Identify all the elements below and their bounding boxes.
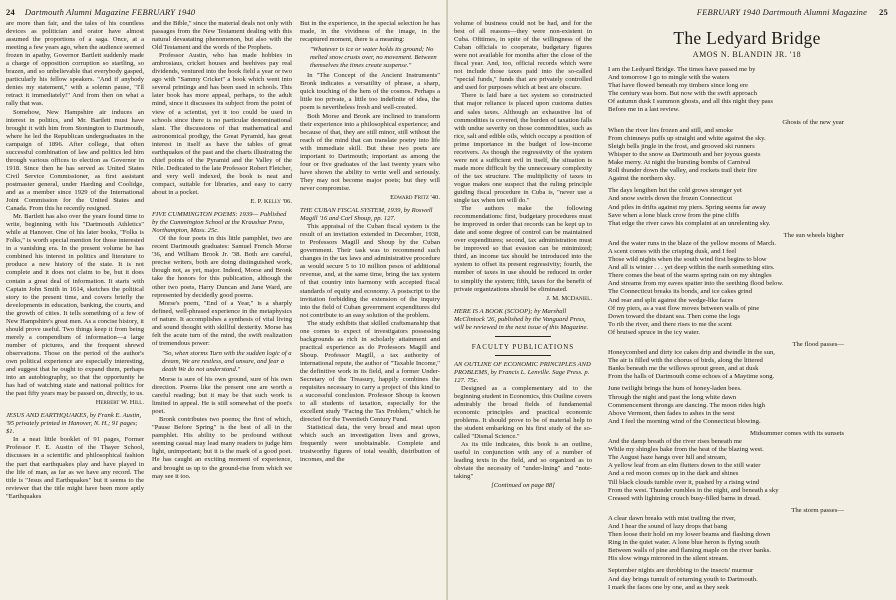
right-running-head bbox=[697, 7, 888, 17]
paragraph: Morse is sure of his own ground, sure of his own direction. Poems like the present one are worth a careful reading; but it may be that such work is limited in appeal. He is still somewhat of the poet's poet. bbox=[152, 376, 292, 416]
poem-line: The air is filled with the chorus of birds, along the littered bbox=[608, 357, 763, 365]
poem-line: And rear and split against the wedge-like faces bbox=[608, 296, 734, 304]
poem-line: To rib the river, and there rises to me the scent bbox=[608, 320, 732, 328]
poem-line: From the west. Thunder rumbles in the night, and beneath a sky bbox=[608, 486, 779, 494]
poem-line: And the water runs in the blaze of the yellow moons of March. bbox=[608, 239, 777, 247]
paragraph: and the Bible," since the material deals not only with passages from the New Testament dealing with this natural devastating phenomenon, but also with the Old Testament and the words of the Prophets. bbox=[152, 20, 292, 52]
publication-note: HERE IS A BOOK (SCOOP); by Marshall McClintock '26, published by the Vanguard Press, will be reviewed in the next issue of this Magazine. bbox=[454, 307, 589, 331]
poem-line: That have flowed beneath my timbers since long ere bbox=[608, 82, 749, 90]
paragraph: There is laid bare a tax system so constructed that major reliance is placed upon customs duties and sales taxes. Although an exhaustive list of commodities is covered, the burden of taxation falls with undue severity on those commodities, such as rice, salt and edible oils, which occupy a position of prime importance in the budget of low-income receivers. As though the regressivity of the system were not a sufficient evil in itself, the situation is made more difficult by the unnecessary complexity of the tax structure. The multiplicity of taxes in vogue makes one suspect that the ruling principle guiding fiscal procedure in Cuba is, "never use a single tax when ten will do." bbox=[454, 92, 592, 205]
poem-line: Of my piers, as a vast flow moves between walls of pine bbox=[608, 304, 760, 312]
poem-line: Honeycombed and dirty ice cakes drip and dwindle in the sun, bbox=[608, 349, 775, 357]
left-column-2 bbox=[152, 20, 292, 598]
continued-note: [Continued on page 88] bbox=[491, 481, 555, 489]
poem-quote: "Whatever is ice or water holds its ground; No melted snow crusts over, no movement. Between themselves the times create suspense." bbox=[310, 46, 437, 70]
poem-line: Banks beneath me the willows sprout green, and at dusk bbox=[608, 365, 759, 373]
poem-body bbox=[608, 66, 890, 598]
section-title: FACULTY PUBLICATIONS bbox=[471, 342, 575, 351]
paragraph: Designed as a complementary aid to the beginning student in Economics, this Outline covers admirably the broad fields of fundamental economic principles and practical economic problems. It should prove to be of material help to the student embarking on his first study of the so-called "Dismal Science." bbox=[454, 384, 592, 441]
poem-line: Roll thunder down the valley, and rockets trail their fire bbox=[608, 167, 757, 175]
poem-line: The Connecticut breaks its bonds, and ice cakes grind bbox=[608, 288, 752, 296]
review-heading: JESUS AND EARTHQUAKES, by Frank E. Austin, '95 privately printed in Hanover, N. H.; 91 pages; $1. bbox=[6, 412, 142, 436]
section-divider bbox=[495, 336, 550, 337]
poem-quote: "So, when storms Turn with the sudden logic of a dream, We are restless, and unsure, and fear a death We do not understand." bbox=[162, 349, 292, 373]
reviewer-signature: E. P. Kelly '06. bbox=[250, 198, 292, 206]
poem-line: And I feel the morning wind of the Connecticut blowing. bbox=[608, 417, 761, 425]
paragraph: Mr. Bartlett has also over the years found time to write, beginning with his "Dartmouth Athletics" while at Hanover. One of his later books, "Folks is Folks," is worth special mention for those interested in a vanishing era. In the present volume he has combined his interest in politics and literature to produce a new history of the state. It is not complete and it does not claim to be, but it does contain a great deal of information. It starts with Captain John Smith in 1614, sketches the political story to the present time, and covers briefly the developments in education, banking, the courts, and the growth of cities. It tells something of a few of New Hampshire's great men. As a concise history, it should prove useful. Two things keep it from being merely a compendium of information—a large number of pictures, and the frequent shrewd observations. Those on the period of the author's own political experience are especially interesting, and suggest that he ought to expand them, perhaps into an autobiography, so that the opportunity he has had of watching state and national politics for the past fifty years may be passed on, directly, to us. bbox=[6, 213, 144, 398]
poem-line: Ring in the quiet water. A lone blue heron is flying south bbox=[608, 539, 760, 547]
paragraph: In a neat little booklet of 91 pages, Former Professor F. E. Austin of the Thayer School, discusses in a scientific and philosophical fashion the part that earthquakes play and have played in the life of man, as far as we have any record. The title is "Jesus and Earthquakes" but it seems to the reviewer that the title might have been more aptly "Earthquakes bbox=[6, 436, 144, 500]
poem-section-line: The sun wheels higher bbox=[783, 231, 844, 239]
poem-line: Of autumn dusk I summon ghosts, and all this night they pass bbox=[608, 98, 773, 106]
poem-line: While my shingles bake from the heat of the blazing west. bbox=[608, 446, 764, 454]
poem-line: Between walls of pine and flaming maple on the river banks. bbox=[608, 547, 771, 555]
review-heading: FIVE CUMMINGTON POEMS: 1939— Published by the Cummington School at the Kraushar Press, Northampton, Mass. 25c. bbox=[152, 211, 287, 235]
poem-line: Before me in a last review. bbox=[608, 106, 680, 114]
right-running-title: FEBRUARY 1940 Dartmouth Alumni Magazine bbox=[696, 7, 868, 17]
poem-line: A yellow leaf from an elm flutters down to the still water bbox=[608, 462, 761, 470]
poem-line: Through the night and past the long white dawn bbox=[608, 393, 737, 401]
left-column-3 bbox=[300, 20, 440, 598]
poem-line: Down toward the distant sea. Then come the logs bbox=[608, 312, 740, 320]
poem-line: Of bruised spruce in the icy water. bbox=[608, 328, 700, 336]
paragraph: are more than fair, and the tales of his countless devices as politician and orator have almost assumed the proportions of a saga. Once, at a meeting a few years ago, when the audience seemed frozen in apathy, Governor Bartlett suddenly made a charge of opposition corruption so startling, so brazen, and so unbelievable that everybody gasped, particularly his fellow speakers. "And if anybody denies my statement," with a solemn pause, "I'll retract it immediately!" And from then on what a rally that was. bbox=[6, 20, 144, 108]
section-divider bbox=[495, 355, 550, 356]
reviewer-signature: J. M. McDaniel. bbox=[546, 294, 592, 302]
poem-author: AMOS N. BLANDIN JR. '18 bbox=[692, 50, 802, 59]
paragraph: Both Morse and Bronk are inclined to transform their experience into a philosophical experience; and because of that, they are still minor, still without the reach of the mind that can translate poetry into life with immediate skill. But these two poets are important to Dartmouth; important as among the four or five graduates of the last twenty years who have shown the ability to write well and seriously. They may not become major poets; but they will never compromise. bbox=[300, 112, 440, 192]
review-heading: THE CUBAN FISCAL SYSTEM, 1939, by Roswell Magill '16 and Carl Shoup, pp. 127. bbox=[300, 207, 433, 223]
poem-line: Sleigh bells jingle in the frost, and grooved ski runners bbox=[608, 142, 755, 150]
poem-line: And a red moon comes up in the dark and shines bbox=[608, 470, 739, 478]
poem-section-line: The storm passes— bbox=[791, 506, 844, 514]
poem-line: Till black clouds tumble over it, pushed by a rising wind bbox=[608, 478, 760, 486]
poem-line: Make merry. At night the bursting bombs of Carnival bbox=[608, 159, 751, 167]
poem-line: And piles in drifts against my piers. Spring seems far away bbox=[608, 203, 767, 211]
paragraph: In "The Concept of the Ancient Instruments" Bronk indicates a versatility of phrase, a sharp, quick touching of the hem of the cosmos. Perhaps a little too private, a little too indefinite of idea, the poem is nevertheless fresh and well-created. bbox=[300, 72, 440, 112]
poem-line: And I hear the sound of lazy drops that bang bbox=[608, 522, 728, 530]
review-heading: AN OUTLINE OF ECONOMIC PRINCIPLES AND PROBLEMS, by Francis L. Lenville. Sage Press. p. 127. 75c. bbox=[454, 360, 591, 384]
poem-line: And all is winter . . . yet deep within the earth something stirs. bbox=[608, 264, 775, 272]
left-page-number: 24 bbox=[6, 7, 15, 17]
poem-line: And streams from my eaves spatter into the seething flood below. bbox=[608, 280, 784, 288]
paragraph: This appraisal of the Cuban fiscal system is the result of an invitation extended in December, 1938, to Professors Magill and Shoup by the Cuban government. Their task was to recommend such changes in the tax laws and administrative procedure as would secure 5 to 10 million pesos of additional revenue, and, at the same time, bring the tax system of that country into harmony with accepted fiscal standards of equity and economy. A postscript to the invitation forbidding the extension of the inquiry into the field of Cuban government expenditures did not contribute to an easy solution of the problem. bbox=[300, 223, 440, 319]
poem-line: I mark the faces one by one, and as they seek bbox=[608, 583, 729, 591]
poem-line: I am the Ledyard Bridge. The times have passed me by bbox=[608, 66, 756, 73]
paragraph: Of the four poets in this little pamphlet, two are recent Dartmouth graduates: Samuel French Morse '36, and William Brook Jr. '38. Both are careful, precise writers, both are doing distinguished work, though not, as yet, major. Indeed, Morse and Bronk take the honors for this publication, although the other two poets, Harry Duncan and Jane Ward, are represented by decidedly good poems. bbox=[152, 235, 292, 299]
poem-line: The days lengthen but the cold grows stronger yet bbox=[608, 187, 742, 195]
poem-line: September nights are throbbing to the insects' murmur bbox=[608, 567, 754, 575]
poem-line: Creased with lightning crouch busy-filled barns in dread. bbox=[608, 494, 761, 502]
paragraph: Morse's poem, "End of a Year," is a sharply defined, well-phrased experience in the metaphysics of nature. It accomplishes a synthesis of vital living and sound thought with skillful dexterity. Morse has felt the acute turn of the mind, the swift realization of tremendous power: bbox=[152, 299, 292, 347]
paragraph: Bronk contributes two poems; the first of which, "Pause Before Spring" is the best of all in the pamphlet. His ability to be profound without seeming casual may lead many readers to judge him light, unimportant; but it is the mark of a good poet. He has caught an exciting moment of experience, and brought us up to the ground-rise from which we may see it too. bbox=[152, 416, 292, 480]
poem-line: His slow wings mirrored in the silent stream. bbox=[608, 555, 729, 563]
paragraph: Somehow, New Hampshire air induces an interest in politics, and Mr. Bartlett must have brought it with him from Stonington to Dartmouth, where he led the Republican undergraduates in the campaign of 1896. After college, that often successful combination of law and politics led him through various offices to election as Governor in 1918. Since then he has served as United States Civil Service Commissioner, as first assistant postmaster general, under Harding and Coolidge, and as a member since 1929 of the International Joint Commission for the United States and Canada. From this he recently resigned. bbox=[6, 108, 144, 213]
poem-line: Then loose their hold on my lower beams and flashing down bbox=[608, 531, 771, 539]
poem-line: There comes the beat of the warm spring rain on my shingles bbox=[608, 272, 772, 280]
poem-line: Whisper to the snow as Dartmouth and her joyous guests bbox=[608, 150, 761, 158]
paragraph: Professor Austin, who has made hobbies in ambrosiaus, cricket houses and beehives pay real dividends, ventured into the book field a year or two ago with "Sammy Cricket" a book which went into several printings and has been used in schools. This later book has more appeal, perhaps, to the adult mind, since it discusses its subject from the point of view of a scientist, yet it too could be used in schools since there is no particular denominational slant. The discussions of that mathematical and astronomical prodigy, the Great Pyramid, has great interest in itself as have the tables of great earthquakes of the past and the charts illustrating the chief points of the Pyramid and the Valley of the Nile. Dedicated to the late Professor Robert Fletcher, and very well indexed, the book is neat and compact, suitable for libraries, and easy to carry about in a pocket. bbox=[152, 52, 292, 196]
poem-title: The Ledyard Bridge bbox=[673, 28, 821, 48]
right-page bbox=[448, 0, 896, 600]
poem-line: June twilight brings the hum of honey-laden bees. bbox=[608, 385, 742, 393]
right-column-1 bbox=[454, 20, 592, 598]
poem-line: From the halls of Dartmouth come echoes of a Maytime song. bbox=[608, 373, 775, 381]
left-running-title: Dartmouth Alumni Magazine FEBRUARY 1940 bbox=[24, 7, 196, 17]
reviewer-signature: Herbert W. Hill. bbox=[95, 399, 144, 407]
poem-line: And the damp breath of the river rises beneath me bbox=[608, 438, 742, 446]
paragraph: As its title indicates, this book is an outline, useful in conjunction with any of a number of leading texts in the field, and so organized as to obviate the necessity of "under-lining" and "note-taking" bbox=[454, 441, 592, 481]
poem-line: Against the northern sky. bbox=[608, 175, 676, 183]
poem-line: And snow swirls down the frozen Connecticut bbox=[608, 195, 733, 203]
poem-line: That edge the river caws his complaint at an unrelenting sky. bbox=[608, 219, 771, 227]
poem-line: From chimneys puffs up straight and white against the sky. bbox=[608, 134, 766, 142]
poem-section-line: Midsummer comes with its sunsets bbox=[750, 429, 844, 437]
paragraph: volume of business could not be had, and for the best of all reasons—they were non-existent in Cuba. Ofttimes, in spite of the willingness of the Cuban officials to cooperate, budgetary figures were not available for months after the close of the fiscal year. And, too, official records which were not include those taxes paid into the so-called "special funds," funds that are privately controlled and used for purposes which at best are obscure. bbox=[454, 20, 592, 92]
poem-line: The century was born. But now with the swift approach bbox=[608, 90, 757, 98]
poem-line: A clear dawn breaks with mist trailing the river, bbox=[608, 514, 736, 522]
poem-line: Those wild nights when the south wind first begins to blow bbox=[608, 256, 767, 264]
paragraph: The authors make the following recommendations: first, budgetary procedures must be improved in order that records can be kept up to date and some degree of control can be maintained over expenditures; second, tax administration must be improved so that evasion can be minimized; third, an income tax should be introduced into the system to offset its present regressivity; fourth, the number of taxes in use should be reduced in order to simplify the system; fifth, taxes for the benefit of private organizations should be eliminated. bbox=[454, 205, 592, 293]
left-running-head bbox=[6, 7, 195, 17]
poem-line: Save when a lone black crow from the pine cliffs bbox=[608, 211, 740, 219]
poem-section-line: The flood passes— bbox=[792, 341, 844, 348]
poem-line: And tomorrow I go to mingle with the waters bbox=[608, 74, 730, 82]
poem-line: Above Vermont, then fades to ashes in the west bbox=[608, 409, 735, 417]
reviewer-signature: Edward Fritz '40. bbox=[390, 193, 440, 201]
poem-section-line: Ghosts of the new year bbox=[782, 118, 844, 126]
left-column-1 bbox=[6, 20, 144, 598]
paragraph: But in the experience, in the special selection he has made, in the vividness of the image, in the recaptured moment, there is a meaning: bbox=[300, 20, 440, 44]
poem-line: The August haze hangs over hill and stream, bbox=[608, 454, 727, 462]
poem-line: And day brings tumult of returning youth to Dartmouth. bbox=[608, 575, 758, 583]
paragraph: Statistical data, the very bread and meat upon which such an investigation lives and grows, frequently were unobtainable. Complete and trustworthy figures of total wealth, distribution of incomes, and the bbox=[300, 424, 440, 464]
paragraph: The study exhibits that skilled craftsmanship that one comes to expect of investigators possessing backgrounds as rich in scholarly attainment and practical experience as do Professors Magill and Shoup. Professor Magill, a tax authority of international repute, the author of "Taxable Income," the definitive work in its field, and a former Under-Secretary of the Treasury, happily combines the requisites necessary to carry a project of this kind to a successful conclusion. Professor Shoup is known to all students of taxation, especially for the excellent study "Facing the Tax Problem," which he directed for the Twentieth Century Fund. bbox=[300, 319, 440, 424]
right-page-number: 25 bbox=[879, 7, 888, 17]
poem-line: A scent comes with the crisping dusk, and I feel bbox=[608, 247, 737, 255]
poem-line: When the river lies frozen and still, and smoke bbox=[608, 126, 733, 134]
poem-line: Commencement throngs are dancing. The moon rides high bbox=[608, 401, 765, 409]
